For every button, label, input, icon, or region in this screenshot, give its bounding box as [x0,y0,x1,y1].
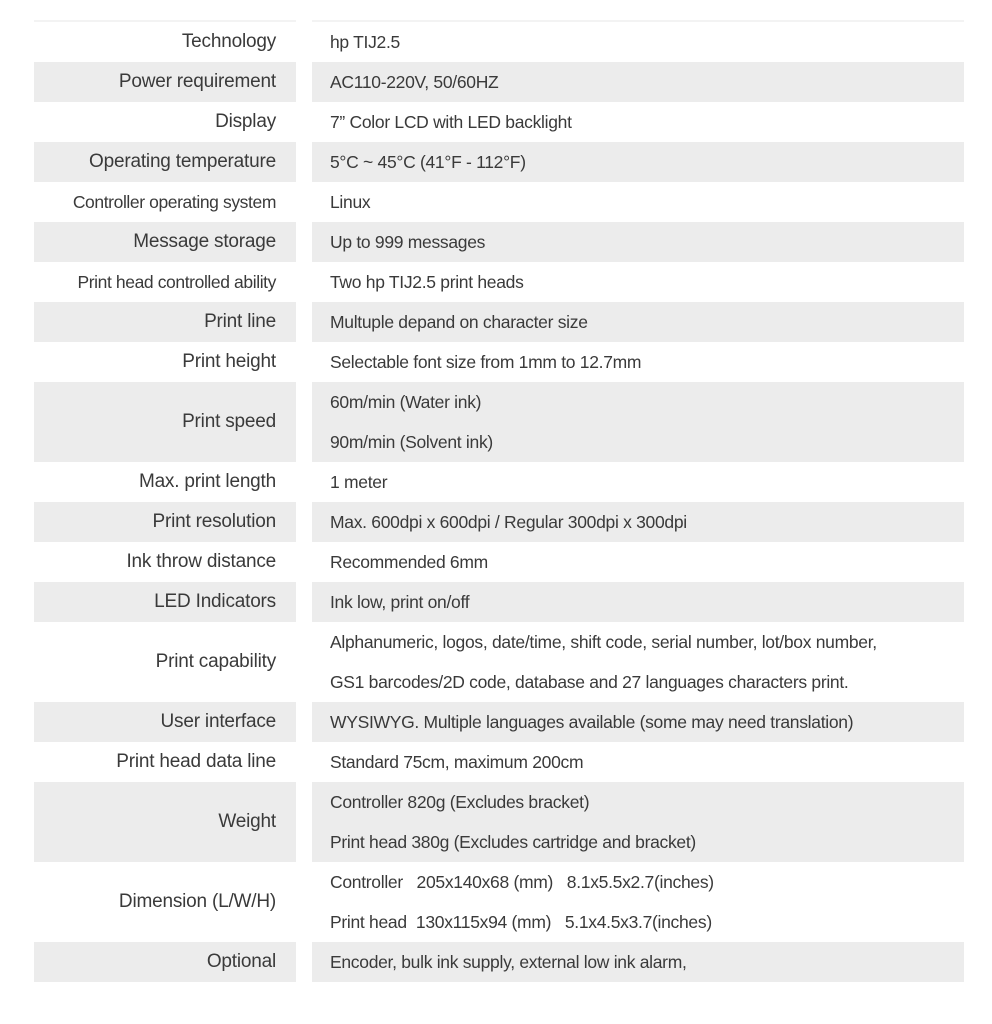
spec-value-cell [312,622,964,702]
spec-row-weight [34,782,964,862]
spec-value-cell [312,382,964,462]
spec-row-dimension [34,862,964,942]
spec-value: hp TIJ2.5 [330,32,400,52]
spec-value: WYSIWYG. Multiple languages available (some may need translation) [330,712,854,732]
spec-value: Print head 130x115x94 (mm) 5.1x4.5x3.7(inches) [330,912,712,932]
spec-value-cell [312,102,964,142]
spec-value: 1 meter [330,472,388,492]
spec-label: User interface [34,702,296,742]
spec-row-print-resolution [34,502,964,542]
spec-value-cell [312,702,964,742]
spec-value: Standard 75cm, maximum 200cm [330,752,584,772]
spec-row-technology [34,22,964,62]
spec-value-cell [312,742,964,782]
spec-label: Ink throw distance [126,551,276,572]
spec-label: Print height [182,351,276,372]
spec-value: 60m/min (Water ink) [330,392,482,412]
spec-row-operating-temperature [34,142,964,182]
spec-value-cell [312,462,964,502]
spec-value-cell [312,22,964,62]
spec-row-print-line [34,302,964,342]
spec-row-ink-throw-distance [34,542,964,582]
spec-row-print-height [34,342,964,382]
spec-row-print-head-controlled-ability [34,262,964,302]
spec-label: Max. print length [138,471,276,492]
spec-label: Print head controlled ability [77,271,276,292]
spec-value-cell [312,582,964,622]
spec-label: Operating temperature [34,142,296,182]
spec-value: Ink low, print on/off [330,592,470,612]
spec-value: 90m/min (Solvent ink) [330,432,493,452]
spec-value-cell [312,782,964,862]
spec-value: Controller 820g (Excludes bracket) [330,792,590,812]
spec-value-cell [312,222,964,262]
spec-row-print-capability [34,622,964,702]
spec-value: Selectable font size from 1mm to 12.7mm [330,352,642,372]
spec-label: LED Indicators [34,582,296,622]
specifications-table [34,22,964,982]
spec-label: Message storage [34,222,296,262]
spec-label: Power requirement [34,62,296,102]
spec-row-optional [34,942,964,982]
spec-value: 5°C ~ 45°C (41°F - 112°F) [330,152,526,172]
spec-row-max-print-length [34,462,964,502]
spec-row-display [34,102,964,142]
spec-value: GS1 barcodes/2D code, database and 27 languages characters print. [330,672,849,692]
spec-value-cell [312,182,964,222]
spec-value: Max. 600dpi x 600dpi / Regular 300dpi x 300dpi [330,512,687,532]
spec-value: Two hp TIJ2.5 print heads [330,272,524,292]
spec-row-power-requirement [34,62,964,102]
spec-label: Weight [34,782,296,862]
spec-value-cell [312,142,964,182]
spec-label: Optional [34,942,296,982]
spec-value: Print head 380g (Excludes cartridge and bracket) [330,832,696,852]
spec-value-cell [312,302,964,342]
spec-value: AC110-220V, 50/60HZ [330,72,499,92]
spec-value: Controller 205x140x68 (mm) 8.1x5.5x2.7(inches) [330,872,714,892]
spec-label: Dimension (L/W/H) [118,891,276,912]
spec-label: Controller operating system [72,191,276,212]
spec-value: Recommended 6mm [330,552,488,572]
spec-value-cell [312,262,964,302]
spec-value: Encoder, bulk ink supply, external low ink alarm, [330,952,687,972]
spec-row-controller-operating-system [34,182,964,222]
spec-row-print-speed [34,382,964,462]
spec-value: Linux [330,192,371,212]
spec-value-cell [312,502,964,542]
spec-row-print-head-data-line [34,742,964,782]
spec-row-led-indicators [34,582,964,622]
spec-value-cell [312,342,964,382]
spec-label: Print speed [34,382,296,462]
spec-row-user-interface [34,702,964,742]
spec-value-cell [312,862,964,942]
spec-value-cell [312,542,964,582]
spec-label: Print capability [155,651,276,672]
spec-label: Technology [181,31,276,52]
spec-label: Display [215,111,276,132]
spec-value-cell [312,942,964,982]
spec-value: Alphanumeric, logos, date/time, shift code, serial number, lot/box number, [330,632,877,652]
spec-value-cell [312,62,964,102]
spec-label: Print resolution [34,502,296,542]
spec-value: Multuple depand on character size [330,312,588,332]
spec-row-message-storage [34,222,964,262]
spec-label: Print line [34,302,296,342]
spec-value: Up to 999 messages [330,232,486,252]
spec-label: Print head data line [116,751,276,772]
spec-value: 7” Color LCD with LED backlight [330,112,572,132]
